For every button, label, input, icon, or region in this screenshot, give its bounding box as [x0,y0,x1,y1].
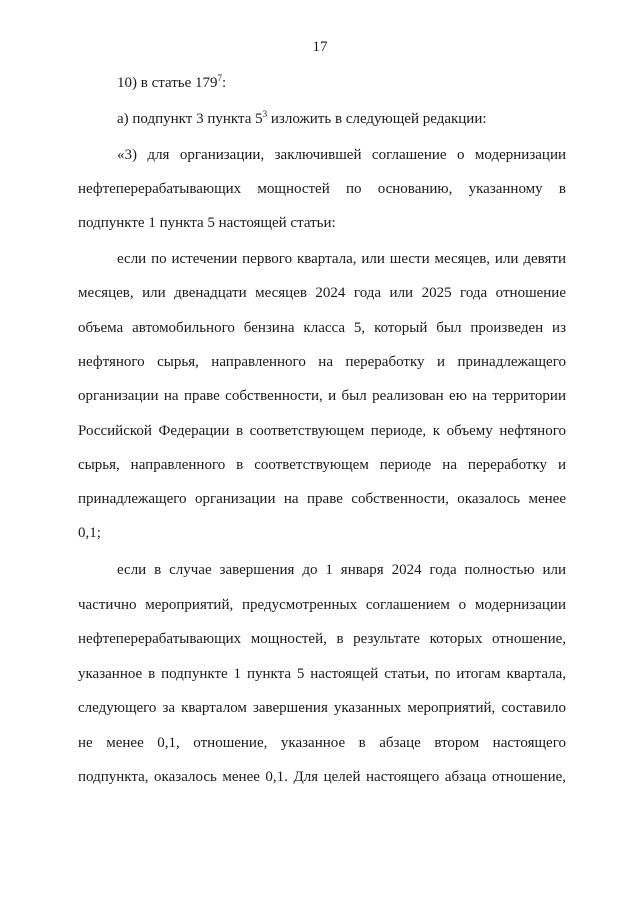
article-heading: 10) в статье $179^7$: [117,73,227,91]
text-line: частично мероприятий, предусмотренных соглашением о модернизации [78,597,566,613]
superscript: 3 [262,109,268,119]
item-a: а) подпункт 3 пункта $5^3$ изложить в следующей редакции: [117,109,487,127]
superscript: 7 [217,73,223,83]
page-number: 17 [312,39,328,55]
text-line: Российской Федерации в соответствующем периоде, к объему нефтяного [78,423,566,439]
text-line: если в случае завершения до 1 января 2024 года полностью или [117,562,566,578]
text-line: организации на праве собственности, и был реализован ею на территории [78,388,566,404]
text-line: подпункта, оказалось менее 0,1. Для целей настоящего абзаца отношение, [78,769,566,785]
text-line: принадлежащего организации на праве собственности, оказалось менее [78,491,566,507]
text-line: сырья, направленного в соответствующем периоде на переработку и [78,457,566,473]
text-line: не менее 0,1, отношение, указанное в абзаце втором настоящего [78,735,566,751]
text-line: нефтяного сырья, направленного на переработку и принадлежащего [78,354,566,370]
text-line: 0,1; [78,525,101,541]
text-line: подпункте 1 пункта 5 настоящей статьи: [78,215,336,231]
text-line: нефтеперерабатывающих мощностей по основанию, указанному в [78,181,566,197]
text-line: месяцев, или двенадцати месяцев 2024 года или 2025 года отношение [78,285,566,301]
text-line: нефтеперерабатывающих мощностей, в результате которых отношение, [78,631,566,647]
text-line: если по истечении первого квартала, или шести месяцев, или девяти [117,251,566,267]
text-line: следующего за кварталом завершения указанных мероприятий, составило [78,700,566,716]
text-line: «3) для организации, заключившей соглашение о модернизации [117,147,566,163]
text-line: объема автомобильного бензина класса 5, который был произведен из [78,320,566,336]
text-line: указанное в подпункте 1 пункта 5 настоящей статьи, по итогам квартала, [78,666,566,682]
